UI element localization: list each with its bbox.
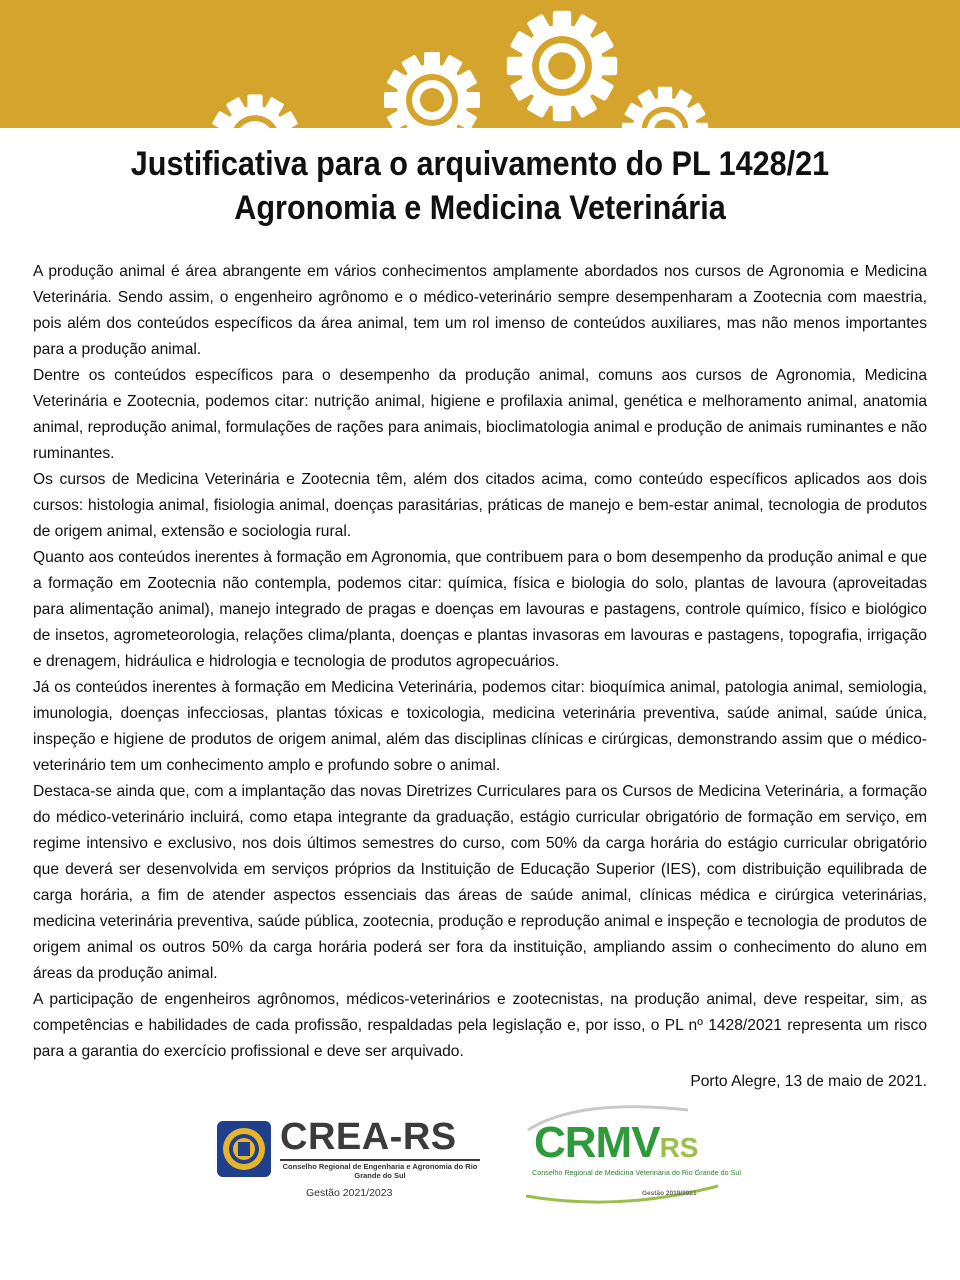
paragraph: Destaca-se ainda que, com a implantação das novas Diretrizes Curriculares para os Cursos de Medicina Veterinária, a formação do médico-veterinário incluirá, como etapa integrante da graduação, estágio curricular obrigatório de formação em serviço, em regime intensivo e exclusivo, nos dois últimos semestres do curso, com 50% da carga horária do estágio curricular obrigatório que deverá ser desenvolvida em serviços próprios da Instituição de Educação Superior (IES), com distribuição equilibrada de carga horária, a fim de atender aspectos essenciais das áreas de saúde animal, clínicas médica e cirúrgica veterinárias, medicina veterinária preventiva, saúde pública, zootecnia, produção e reprodução animal e inspeção e tecnologia de produtos de origem animal os outros 50% da carga horária poderá ser fora da instituição, ampliando assim o conhecimento do aluno em áreas da produção animal. xyxy=(33,783,927,982)
gear-icon xyxy=(622,87,708,128)
paragraph: Já os conteúdos inerentes à formação em Medicina Veterinária, podemos citar: bioquímica animal, patologia animal, semiologia, imunologia, doenças infecciosas, plantas tóxicas e toxicologia, medicina veterinária preventiva, saúde animal, saúde única, inspeção e higiene de produtos de origem animal, além das disciplinas clínicas e cirúrgicas, demonstrando assim que o médico-veterinário tem um conhecimento amplo e profundo sobre o animal. xyxy=(33,679,927,774)
title-line-1: Justificativa para o arquivamento do PL 1428/21 xyxy=(130,145,830,183)
crmv-name-main: CRMV xyxy=(534,1118,660,1167)
header-band xyxy=(0,0,960,128)
paragraph: Quanto aos conteúdos inerentes à formação em Agronomia, que contribuem para o bom desempenho da produção animal e que a formação em Zootecnia não contempla, podemos citar: química, física e biologia do solo, plantas de lavoura (aproveitadas para alimentação animal), manejo integrado de pragas e doenças em lavouras e pastagens, controle químico, físico e biológico de insetos, agrometeorologia, relações clima/planta, doenças e plantas invasoras em lavouras e pastagens, topografia, irrigação e drenagem, hidráulica e hidrologia e tecnologia de produtos agropecuários. xyxy=(33,549,927,670)
paragraph: A participação de engenheiros agrônomos, médicos-veterinários e zootecnistas, na produção animal, deve respeitar, sim, as competências e habilidades de cada profissão, respaldadas pela legislação e, por isso, o PL nº 1428/2021 representa um risco para a garantia do exercício profissional e deve ser arquivado. xyxy=(33,991,927,1060)
crmv-subtitle: Conselho Regional de Medicina Veterinária do Rio Grande do Sul xyxy=(532,1168,741,1177)
paragraph: Os cursos de Medicina Veterinária e Zootecnia têm, além dos citados acima, como conteúdo específicos aplicados aos dois cursos: histologia animal, fisiologia animal, doenças parasitárias, práticas de manejo e bem-estar animal, tecnologia de produtos de origem animal, extensão e sociologia rural. xyxy=(33,471,927,540)
crmv-name-suffix: RS xyxy=(659,1132,699,1163)
crea-emblem-icon xyxy=(216,1120,272,1178)
crea-name: CREA-RS xyxy=(280,1116,457,1158)
signature-place-date: Porto Alegre, 13 de maio de 2021. xyxy=(690,1073,927,1090)
gear-icon xyxy=(507,11,617,121)
gear-icon xyxy=(209,94,300,128)
document-body xyxy=(33,259,927,1065)
crmv-rs-logo xyxy=(518,1100,741,1210)
crea-rs-logo xyxy=(216,1118,486,1208)
crmv-name xyxy=(534,1118,698,1168)
page-title xyxy=(48,142,912,230)
crea-mandate: Gestão 2021/2023 xyxy=(306,1187,393,1199)
crmv-mandate: Gestão 2019/2021 xyxy=(642,1190,697,1197)
gear-icon xyxy=(384,52,480,128)
gears-decoration xyxy=(0,0,960,128)
paragraph: A produção animal é área abrangente em vários conhecimentos amplamente abordados nos cursos de Agronomia e Medicina Veterinária. Sendo assim, o engenheiro agrônomo e o médico-veterinário sempre desempenharam a Zootecnia com maestria, pois além dos conteúdos específicos da área animal, tem um rol imenso de conteúdos auxiliares, mas não menos importantes para a produção animal. xyxy=(33,263,927,358)
paragraph: Dentre os conteúdos específicos para o desempenho da produção animal, comuns aos cursos de Agronomia, Medicina Veterinária e Zootecnia, podemos citar: nutrição animal, higiene e profilaxia animal, genética e melhoramento animal, anatomia animal, reprodução animal, formulações de rações para animais, bioclimatologia animal e produção de animais ruminantes e não ruminantes. xyxy=(33,367,927,462)
title-line-2: Agronomia e Medicina Veterinária xyxy=(234,189,726,227)
crea-subtitle: Conselho Regional de Engenharia e Agronomia do Rio Grande do Sul xyxy=(282,1162,478,1180)
crea-divider xyxy=(280,1159,480,1161)
